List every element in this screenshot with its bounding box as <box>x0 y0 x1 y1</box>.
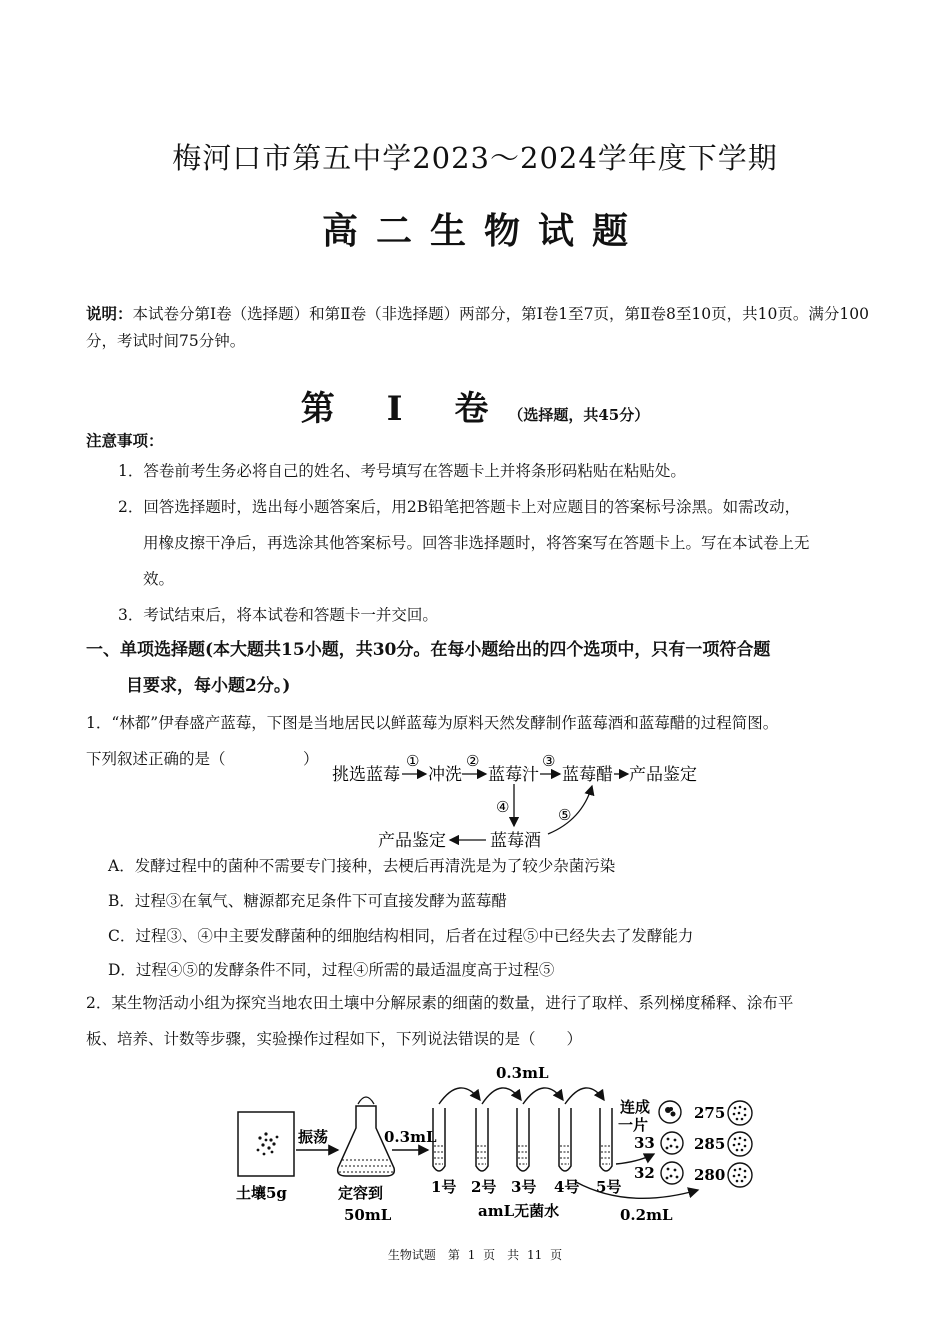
q2-stem-line1: 2．某生物活动小组为探究当地农田土壤中分解尿素的细菌的数量，进行了取样、系列梯度稀释、涂布平 <box>86 994 794 1012</box>
notice-heading: 注意事项： <box>86 431 164 450</box>
instructions <box>86 300 876 355</box>
q1-option-b: B．过程③在氧气、糖源都充足条件下可直接发酵为蓝莓醋 <box>108 892 507 910</box>
tube-3 <box>517 1108 529 1171</box>
flow-wash: 冲洗 <box>428 765 462 785</box>
count-left-2: 32 <box>634 1164 655 1182</box>
q2-stem-line2: 板、培养、计数等步骤，实验操作过程如下，下列说法错误的是（ ） <box>86 1030 583 1048</box>
section-heading <box>86 632 876 704</box>
flow-vinegar: 蓝莓醋 <box>562 765 613 785</box>
exam-title: 高二生物试题 <box>321 210 646 252</box>
flow-step-3: ③ <box>542 752 556 770</box>
flow-wine: 蓝莓酒 <box>490 831 541 851</box>
flow-pick-blueberry: 挑选蓝莓 <box>332 765 400 785</box>
flask-label-2: 50mL <box>344 1206 392 1224</box>
plate-left-2 <box>661 1132 683 1154</box>
flow-step-2: ② <box>466 752 480 770</box>
instructions-text: 本试卷分第Ⅰ卷（选择题）和第Ⅱ卷（非选择题）两部分，第Ⅰ卷1至7页，第Ⅱ卷8至10页，共10页。满分100分，考试时间75分钟。 <box>86 305 869 350</box>
instructions-label: 说明： <box>86 304 133 323</box>
tube-4 <box>559 1108 571 1171</box>
plate-left-3 <box>661 1162 683 1184</box>
transfer-label-top: 0.3mL <box>496 1064 549 1082</box>
shake-label: 振荡 <box>298 1128 329 1146</box>
sterile-water-label: amL无菌水 <box>478 1202 560 1220</box>
count-right-2: 285 <box>694 1135 726 1153</box>
notice-item-3: 3．考试结束后，将本试卷和答题卡一并交回。 <box>118 606 438 624</box>
tube-label-1: 1号 <box>431 1178 457 1196</box>
tube-label-2: 2号 <box>471 1178 497 1196</box>
tube-label-3: 3号 <box>511 1178 537 1196</box>
q1-flow-diagram <box>320 748 740 858</box>
count-right-3: 280 <box>694 1166 726 1184</box>
q2-dilution-figure <box>228 1060 768 1230</box>
school-header: 梅河口市第五中学2023～2024学年度下学期 <box>172 141 778 175</box>
transfer-label-bottom: 0.2mL <box>620 1206 673 1224</box>
tube-2 <box>476 1108 488 1171</box>
flow-identify-top: 产品鉴定 <box>629 765 697 785</box>
volume-note: （选择题，共45分） <box>508 406 650 424</box>
count-left-1: 33 <box>634 1134 655 1152</box>
notice-item-1: 1．答卷前考生务必将自己的姓名、考号填写在答题卡上并将条形码粘贴在粘贴处。 <box>118 462 686 480</box>
volume-heading <box>0 381 950 430</box>
notice-item-2-line3: 效。 <box>143 570 175 588</box>
soil-dots <box>257 1132 279 1155</box>
tube-5 <box>600 1108 612 1171</box>
plate-right-3 <box>728 1163 752 1187</box>
flow-juice: 蓝莓汁 <box>488 765 539 785</box>
continuous-label-1: 连成 <box>620 1098 651 1116</box>
plate-right-2 <box>728 1132 752 1156</box>
section-heading-line1: 一、单项选择题(本大题共15小题，共30分。在每小题给出的四个选项中，只有一项符合题 <box>86 640 771 660</box>
notice-item-2-line1: 2．回答选择题时，选出每小题答案后，用2B铅笔把答题卡上对应题目的答案标号涂黑。如需改动， <box>118 498 801 516</box>
q1-stem-line1: 1．“林都”伊春盛产蓝莓，下图是当地居民以鲜蓝莓为原料天然发酵制作蓝莓酒和蓝莓醋的过程简图。 <box>86 714 779 732</box>
section-heading-line2: 目要求，每小题2分。) <box>126 676 291 696</box>
notice-item-2 <box>118 489 888 597</box>
q1-option-d: D．过程④⑤的发酵条件不同，过程④所需的最适温度高于过程⑤ <box>108 961 555 979</box>
flow-step-1: ① <box>406 752 420 770</box>
continuous-label-2: 一片 <box>618 1116 649 1134</box>
notice-item-2-line2: 用橡皮擦干净后，再选涂其他答案标号。回答非选择题时，将答案写在答题卡上。写在本试卷上无 <box>143 534 810 552</box>
tube-label-4: 4号 <box>554 1178 580 1196</box>
soil-label: 土壤5g <box>236 1184 287 1202</box>
tube-label-5: 5号 <box>596 1178 622 1196</box>
soil-sample-box <box>238 1112 294 1176</box>
q1-option-a: A．发酵过程中的菌种不需要专门接种，去梗后再清洗是为了较少杂菌污染 <box>108 857 616 875</box>
page-footer: 生物试题 第 1 页 共 11 页 <box>387 1248 563 1262</box>
transfer-label-1: 0.3mL <box>384 1128 437 1146</box>
plate-merged <box>659 1101 681 1123</box>
q1-stem-line2: 下列叙述正确的是（ ） <box>86 750 319 768</box>
volume-name: 第 Ⅰ 卷 <box>300 389 509 429</box>
flow-identify-bottom: 产品鉴定 <box>378 831 446 851</box>
plate-right-1 <box>728 1101 752 1125</box>
flask-label-1: 定容到 <box>338 1184 384 1202</box>
flow-step-5: ⑤ <box>558 806 572 824</box>
count-right-1: 275 <box>694 1104 726 1122</box>
flow-step-4: ④ <box>496 798 510 816</box>
q1-option-c: C．过程③、④中主要发酵菌种的细胞结构相同，后者在过程⑤中已经失去了发酵能力 <box>108 927 694 945</box>
